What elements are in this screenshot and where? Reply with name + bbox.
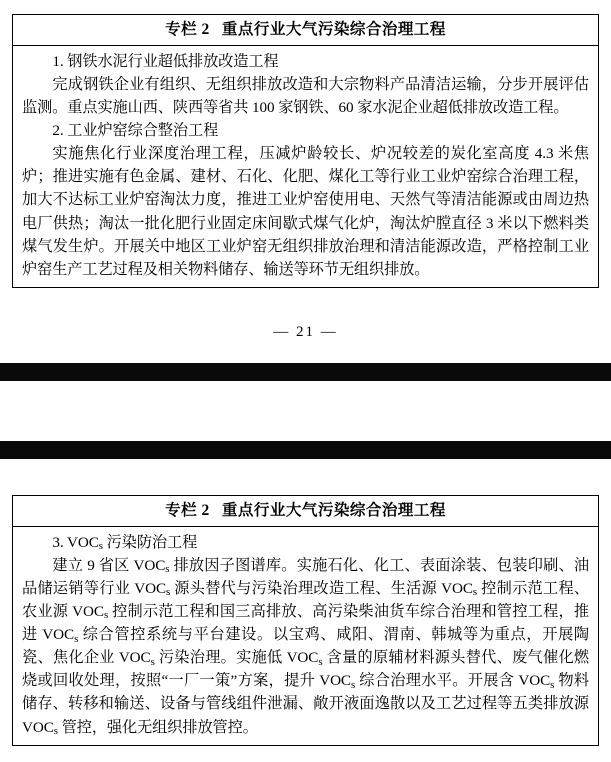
paragraph-1: 1. 钢铁水泥行业超低排放改造工程 (52, 52, 279, 70)
paragraph-3: 2. 工业炉窑综合整治工程 (52, 122, 219, 140)
page-number-top: — 21 — (273, 323, 338, 340)
callout-box-bottom-title-sub: 重点行业大气污染综合治理工程 (221, 501, 446, 519)
bottom-margin-spacer-2 (0, 746, 611, 762)
top-margin-spacer-2 (0, 459, 611, 495)
callout-box-bottom-title-main: 专栏 2 (165, 501, 210, 519)
top-margin-spacer (0, 0, 611, 14)
inter-page-gap (0, 381, 611, 441)
page-separator-band-1 (0, 363, 611, 381)
callout-box-top-title-main: 专栏 2 (165, 21, 210, 38)
callout-box-top-title (13, 15, 598, 46)
callout-box-bottom (12, 495, 599, 746)
paragraph-4: 实施焦化行业深度治理工程，压减炉龄较长、炉况较差的炭化室高度 4.3 米焦炉；推进实施有色金属、建材、石化、化肥、煤化工等行业工业炉窑综合治理工程，加大不达标工业炉窑淘汰力度，推进工业炉窑使用电、天然气等清洁能源或由周边热电厂供热；淘汰一批化肥行业固定床间歇式煤气化炉，淘汰炉膛直径 3 米以下燃料类煤气发生炉。开展关中地区工业炉窑无组织排放治理和清洁能源改造，严格控制工业炉窑生产工艺过程及相关物料储存、输送等环节无组织排放。 (22, 145, 589, 278)
section-top (0, 0, 611, 363)
paragraph-6: 建立 9 省区 $VOC_s$ 排放因子图谱库。实施石化、化工、表面涂装、包装印刷、油品储运销等行业 $VOC_s$ 源头替代与污染治理改造工程、生活源 $VOC_s$ 控制示范工程、农业源 $VOC_s$ 控制示范工程和国三高排放、高污染柴油货车综合治理和管控工程，推进 $VOC_s$ 综合管控系统与平台建设。以宝鸡、咸阳、渭南、韩城等为重点，开展陶瓷、焦化企业 $VOC_s$ 污染治理。实施低 $VOC_s$ 含量的原辅材料源头替代、废气催化燃烧或回收处理，按照“一厂一策”方案，提升 $VOC_s$ 综合治理水平。开展含 $VOC_s$ 物料储存、转移和输送、设备与管线组件泄漏、敞开液面逸散以及工艺过程等五类排放源 $VOC_s$ 管控，强化无组织排放管控。 (22, 556, 590, 737)
callout-box-top-body (13, 46, 598, 287)
callout-box-top-title-sub: 重点行业大气污染综合治理工程 (221, 21, 446, 38)
section-bottom (0, 459, 611, 762)
callout-box-top (12, 14, 599, 288)
callout-box-bottom-body (13, 527, 598, 745)
page-separator-band-2 (0, 441, 611, 459)
callout-box-bottom-title (13, 496, 598, 527)
paragraph-5: 3. $VOC_s$ 污染防治工程 (52, 533, 198, 553)
paragraph-2: 完成钢铁企业有组织、无组织排放改造和大宗物料产品清洁运输，分步开展评估监测。重点实施山西、陕西等省共 100 家钢铁、60 家水泥企业超低排放改造工程。 (22, 76, 589, 117)
bottom-margin-spacer-top-section (0, 341, 611, 363)
